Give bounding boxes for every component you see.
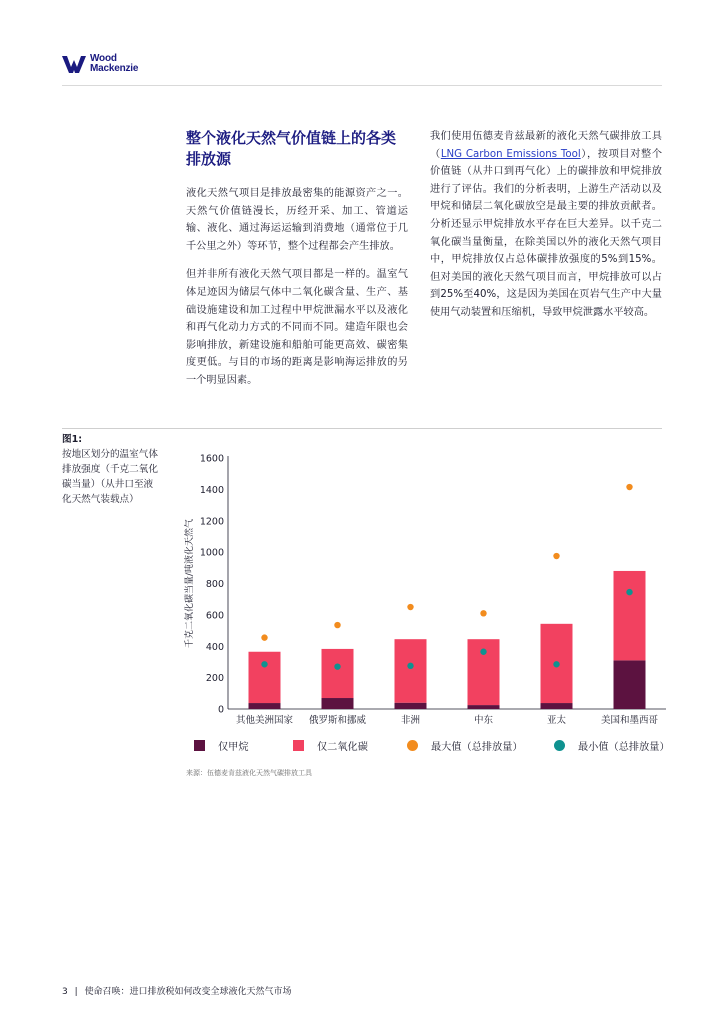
figure-caption: 按地区划分的温室气体排放强度（千克二氧化碳当量）（从井口至液化天然气装载点） xyxy=(62,449,158,505)
figure-divider xyxy=(62,428,662,429)
logo-line-2: Mackenzie xyxy=(90,63,139,74)
point-max xyxy=(334,622,340,628)
footer-separator: | xyxy=(74,987,78,997)
point-min xyxy=(480,649,486,655)
legend-swatch-methane xyxy=(194,740,205,751)
x-tick-label: 美国和墨西哥 xyxy=(600,715,659,726)
y-tick-label: 800 xyxy=(205,579,224,590)
legend-label-co2: 仅二氧化碳 xyxy=(317,742,368,753)
y-tick-label: 200 xyxy=(205,673,224,685)
y-tick-label: 1600 xyxy=(199,453,224,465)
footer-title: 使命召唤：进口排放税如何改变全球液化天然气市场 xyxy=(84,987,292,997)
x-tick-label: 亚太 xyxy=(546,715,567,726)
legend-swatch-co2 xyxy=(293,740,304,751)
header-divider xyxy=(62,85,662,86)
point-max xyxy=(480,610,486,616)
figure-number: 图1: xyxy=(62,434,83,445)
point-min xyxy=(261,661,267,667)
y-tick-label: 1400 xyxy=(199,484,224,496)
x-tick-label: 中东 xyxy=(473,715,494,726)
legend-label-max: 最大值（总排放量） xyxy=(431,742,523,753)
wood-mackenzie-logo-icon xyxy=(62,54,86,74)
chart-legend xyxy=(192,738,672,754)
y-tick-label: 400 xyxy=(205,641,224,653)
x-tick-label: 非洲 xyxy=(400,715,421,726)
figure-label xyxy=(62,432,162,507)
figure-source: 来源：伍德麦肯兹液化天然气碳排放工具 xyxy=(186,769,312,777)
section-heading: 整个液化天然气价值链上的各类排放源 xyxy=(186,129,397,168)
legend-label-methane: 仅甲烷 xyxy=(218,742,249,753)
bar-co2 xyxy=(395,639,427,703)
legend-swatch-max xyxy=(407,740,418,751)
point-max xyxy=(626,484,632,490)
point-min xyxy=(334,663,340,669)
logo-line-1: Wood xyxy=(90,53,117,64)
point-max xyxy=(553,553,559,559)
left-paragraph-1: 液化天然气项目是排放最密集的能源资产之一。天然气价值链漫长，历经开采、加工、管道运输、液化、通过海运运输到消费地（通常位于几千公里之外）等环节，整个过程都会产生排放。 xyxy=(186,188,408,252)
right-column xyxy=(430,128,662,333)
point-max xyxy=(261,634,267,640)
bar-co2 xyxy=(614,571,646,660)
lng-carbon-tool-link[interactable]: LNG Carbon Emissions Tool xyxy=(440,148,581,160)
point-min xyxy=(626,589,632,595)
y-tick-label: 0 xyxy=(217,704,224,716)
legend-swatch-min xyxy=(554,740,565,751)
x-tick-label: 其他美洲国家 xyxy=(235,715,294,726)
legend-label-min: 最小值（总排放量） xyxy=(578,742,670,753)
point-max xyxy=(407,604,413,610)
bar-methane xyxy=(614,660,646,709)
y-tick-label: 1200 xyxy=(199,516,224,528)
left-paragraph-2: 但并非所有液化天然气项目都是一样的。温室气体足迹因为储层气体中二氧化碳含量、生产、基础设施建设和加工过程中甲烷泄漏水平以及液化和再气化动力方式的不同而不同。建造年限也会影响排放，新建设施和船舶可能更高效、碳密集度更低。与目的市场的距离是影响海运排放的另一个明显因素。 xyxy=(186,269,408,386)
left-column xyxy=(186,128,408,401)
bar-methane xyxy=(541,703,573,709)
bar-co2 xyxy=(322,649,354,698)
bar-methane xyxy=(468,705,500,709)
y-tick-label: 600 xyxy=(205,610,224,622)
logo-wordmark xyxy=(90,54,138,74)
right-text-after-link: ），按项目对整个价值链（从井口到再气化）上的碳排放和甲烷排放进行了评估。我们的分析表明，上游生产活动以及甲烷和储层二氧化碳放空是最主要的排放贡献者。分析还显示甲烷排放水平存在巨大差异。以千克二氧化碳当量衡量，在除美国以外的液化天然气项目中，甲烷排放仅占总体碳排放强度的5%到15%。但对美国的液化天然气项目而言，甲烷排放可以占到25%至40%，这是因为美国在页岩气生产中大量使用气动装置和压缩机，导致甲烷泄露水平较高。 xyxy=(430,148,663,318)
wood-mackenzie-logo xyxy=(62,54,138,74)
x-tick-label: 俄罗斯和挪威 xyxy=(308,715,367,726)
legend-item-co2 xyxy=(293,738,368,753)
right-paragraph xyxy=(430,128,662,322)
legend-item-min xyxy=(554,738,670,753)
y-axis-label: 千克二氧化碳当量/吨液化天然气 xyxy=(185,518,195,649)
bar-methane xyxy=(395,703,427,709)
emissions-bar-chart xyxy=(170,440,670,732)
bar-methane xyxy=(249,703,281,709)
point-min xyxy=(407,663,413,669)
point-min xyxy=(553,661,559,667)
page-number: 3 xyxy=(62,987,68,997)
legend-item-max xyxy=(407,738,523,753)
bar-methane xyxy=(322,698,354,709)
right-text-before-link: 我们使用伍德麦肯兹最新的液化天然气碳排放工具（ xyxy=(430,131,662,160)
legend-item-methane xyxy=(194,738,249,753)
page-footer xyxy=(62,984,296,997)
y-tick-label: 1000 xyxy=(199,547,224,559)
bar-co2 xyxy=(249,652,281,703)
